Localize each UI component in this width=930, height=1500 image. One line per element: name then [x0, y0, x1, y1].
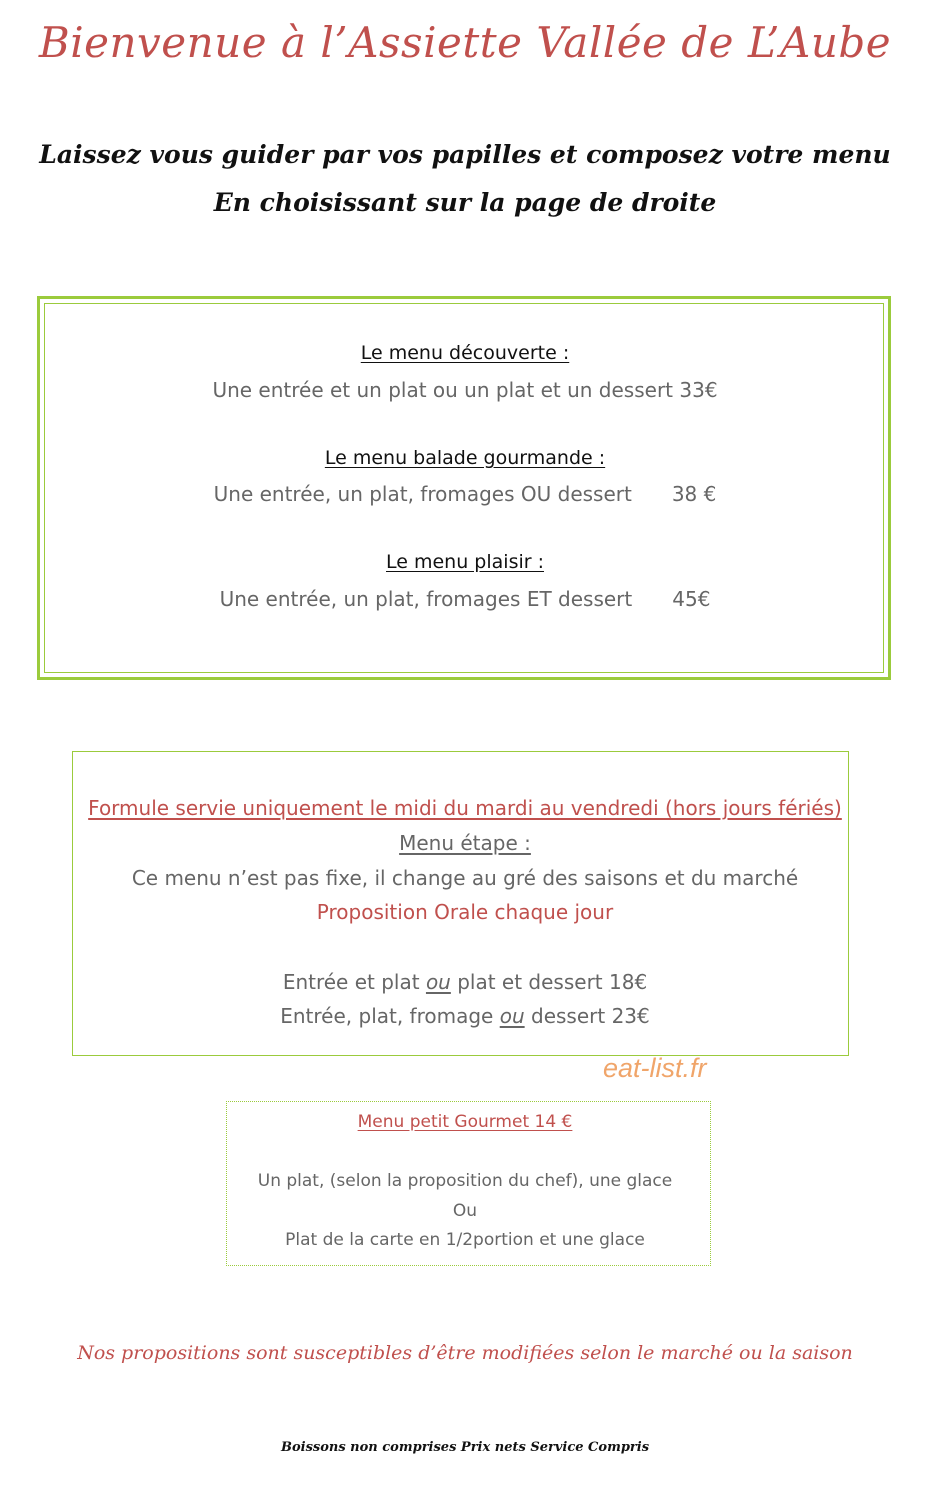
formule-option-2-or: ou: [499, 1004, 525, 1028]
menu-etape-heading-text: Menu étape :: [399, 831, 531, 855]
menu-decouverte-heading: [0, 342, 930, 364]
menu-decouverte-description: [0, 378, 930, 402]
formule-option-1-part-b: plat et dessert 18€: [450, 970, 648, 994]
menu-balade-price: 38 €: [671, 482, 717, 506]
formule-option-2-part-b: dessert 23€: [524, 1004, 650, 1028]
kids-menu-line-3: Plat de la carte en 1/2portion et une glace: [285, 1230, 645, 1250]
menu-plaisir-heading-text: Le menu plaisir :: [386, 551, 544, 573]
menu-plaisir-heading: [0, 551, 930, 573]
page-title: Bienvenue à l’Assiette Vallée de L’Aube: [38, 18, 892, 67]
menu-balade-heading-text: Le menu balade gourmande :: [324, 447, 606, 469]
subtitle-line-1: Laissez vous guider par vos papilles et composez votre menu: [39, 140, 891, 169]
menu-decouverte-heading-text: Le menu découverte :: [360, 342, 570, 364]
formule-condition: [0, 796, 930, 820]
formule-option-1-or: ou: [425, 970, 451, 994]
kids-menu-heading: [0, 1112, 930, 1132]
menu-decouverte-description-text: Une entrée et un plat ou un plat et un dessert 33€: [212, 378, 718, 402]
kids-menu-heading-text: Menu petit Gourmet 14 €: [357, 1112, 573, 1132]
menu-etape-heading: [0, 831, 930, 855]
menu-plaisir-description-text: Une entrée, un plat, fromages ET dessert: [219, 587, 633, 611]
menu-balade-description-text: Une entrée, un plat, fromages OU dessert: [213, 482, 632, 506]
menu-balade-description: [0, 482, 930, 506]
formule-option-1-part-a: Entrée et plat: [282, 970, 426, 994]
kids-menu-line-1: Un plat, (selon la proposition du chef), une glace: [257, 1171, 673, 1191]
formule-option-2-part-a: Entrée, plat, fromage: [280, 1004, 500, 1028]
menu-plaisir-price: 45€: [672, 587, 711, 611]
seasonal-note: Nos propositions sont susceptibles d’être modifiées selon le marché ou la saison: [77, 1342, 853, 1364]
menu-etape-description: Ce menu n’est pas fixe, il change au gré des saisons et du marché: [131, 866, 799, 890]
subtitle-line-2: En choisissant sur la page de droite: [213, 188, 717, 217]
footer-note: Boissons non comprises Prix nets Service Compris: [280, 1440, 650, 1455]
menu-etape-proposition: Proposition Orale chaque jour: [316, 900, 614, 924]
formule-option-2: [0, 1004, 930, 1028]
menu-plaisir-description: [0, 587, 930, 611]
kids-menu-line-2: Ou: [452, 1201, 478, 1221]
formule-condition-text: Formule servie uniquement le midi du mardi au vendredi (hors jours fériés): [88, 796, 842, 820]
watermark: eat-list.fr: [603, 1053, 707, 1083]
formule-option-1: [0, 970, 930, 994]
menu-balade-heading: [0, 447, 930, 469]
